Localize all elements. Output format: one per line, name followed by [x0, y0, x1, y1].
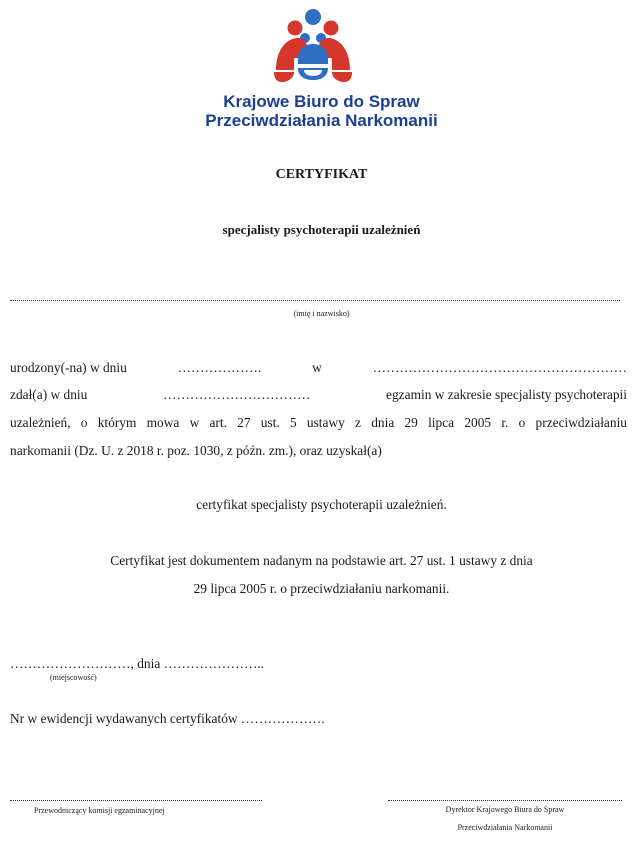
exam-text-line3: uzależnień, o którym mowa w art. 27 ust. 5 ustawy z dnia 29 lipca 2005 r. o przeciwdziałaniu: [10, 415, 627, 430]
signature-left-caption: Przewodniczący komisji egzaminacyjnej: [34, 806, 165, 815]
birth-label: urodzony(-na) w dniu: [10, 360, 127, 375]
registry-dots[interactable]: ……………….: [240, 711, 325, 726]
certificate-line: certyfikat specjalisty psychoterapii uzależnień.: [196, 497, 447, 512]
legal-basis-line1: Certyfikat jest dokumentem nadanym na podstawie art. 27 ust. 1 ustawy z dnia: [110, 553, 533, 568]
place-date-line: [10, 656, 264, 672]
exam-line-2: [10, 387, 627, 403]
kbpn-logo-icon: [268, 8, 358, 84]
signature-right-line[interactable]: [388, 800, 622, 801]
birth-place-dots[interactable]: …………………………………………………: [372, 360, 627, 375]
birth-date-dots[interactable]: ……………….: [177, 360, 262, 375]
legal-basis-line2: 29 lipca 2005 r. o przeciwdziałaniu narkomanii.: [193, 581, 450, 596]
document-title: CERTYFIKAT: [275, 167, 368, 182]
date-label: , dnia: [130, 656, 161, 671]
exam-text-line2-end: egzamin w zakresie specjalisty psychoterapii: [386, 387, 627, 402]
document-subtitle: specjalisty psychoterapii uzależnień: [222, 222, 421, 237]
signature-right-caption-line1: Dyrektor Krajowego Biura do Spraw: [445, 805, 565, 814]
birth-line: [10, 360, 627, 376]
name-dotted-line[interactable]: [10, 300, 620, 301]
place-caption: (miejscowość): [50, 673, 97, 682]
org-name-line1: Krajowe Biuro do Spraw: [223, 92, 420, 111]
registry-line: [10, 711, 325, 727]
exam-text-line4: narkomanii (Dz. U. z 2018 r. poz. 1030, z późn. zm.), oraz uzyskał(a): [10, 443, 382, 458]
birth-place-label: w: [312, 360, 322, 375]
signature-left-line[interactable]: [10, 800, 262, 801]
name-caption: (imię i nazwisko): [293, 309, 350, 318]
place-dots[interactable]: ………………………: [10, 656, 131, 671]
exam-date-dots[interactable]: ……………………………: [163, 387, 311, 402]
date-dots[interactable]: …………………..: [163, 656, 265, 671]
org-name-line2: Przeciwdziałania Narkomanii: [205, 111, 438, 130]
signature-right-caption-line2: Przeciwdziałania Narkomanii: [457, 823, 553, 832]
registry-label: Nr w ewidencji wydawanych certyfikatów: [10, 711, 238, 726]
exam-passed-label: zdał(a) w dniu: [10, 387, 88, 402]
